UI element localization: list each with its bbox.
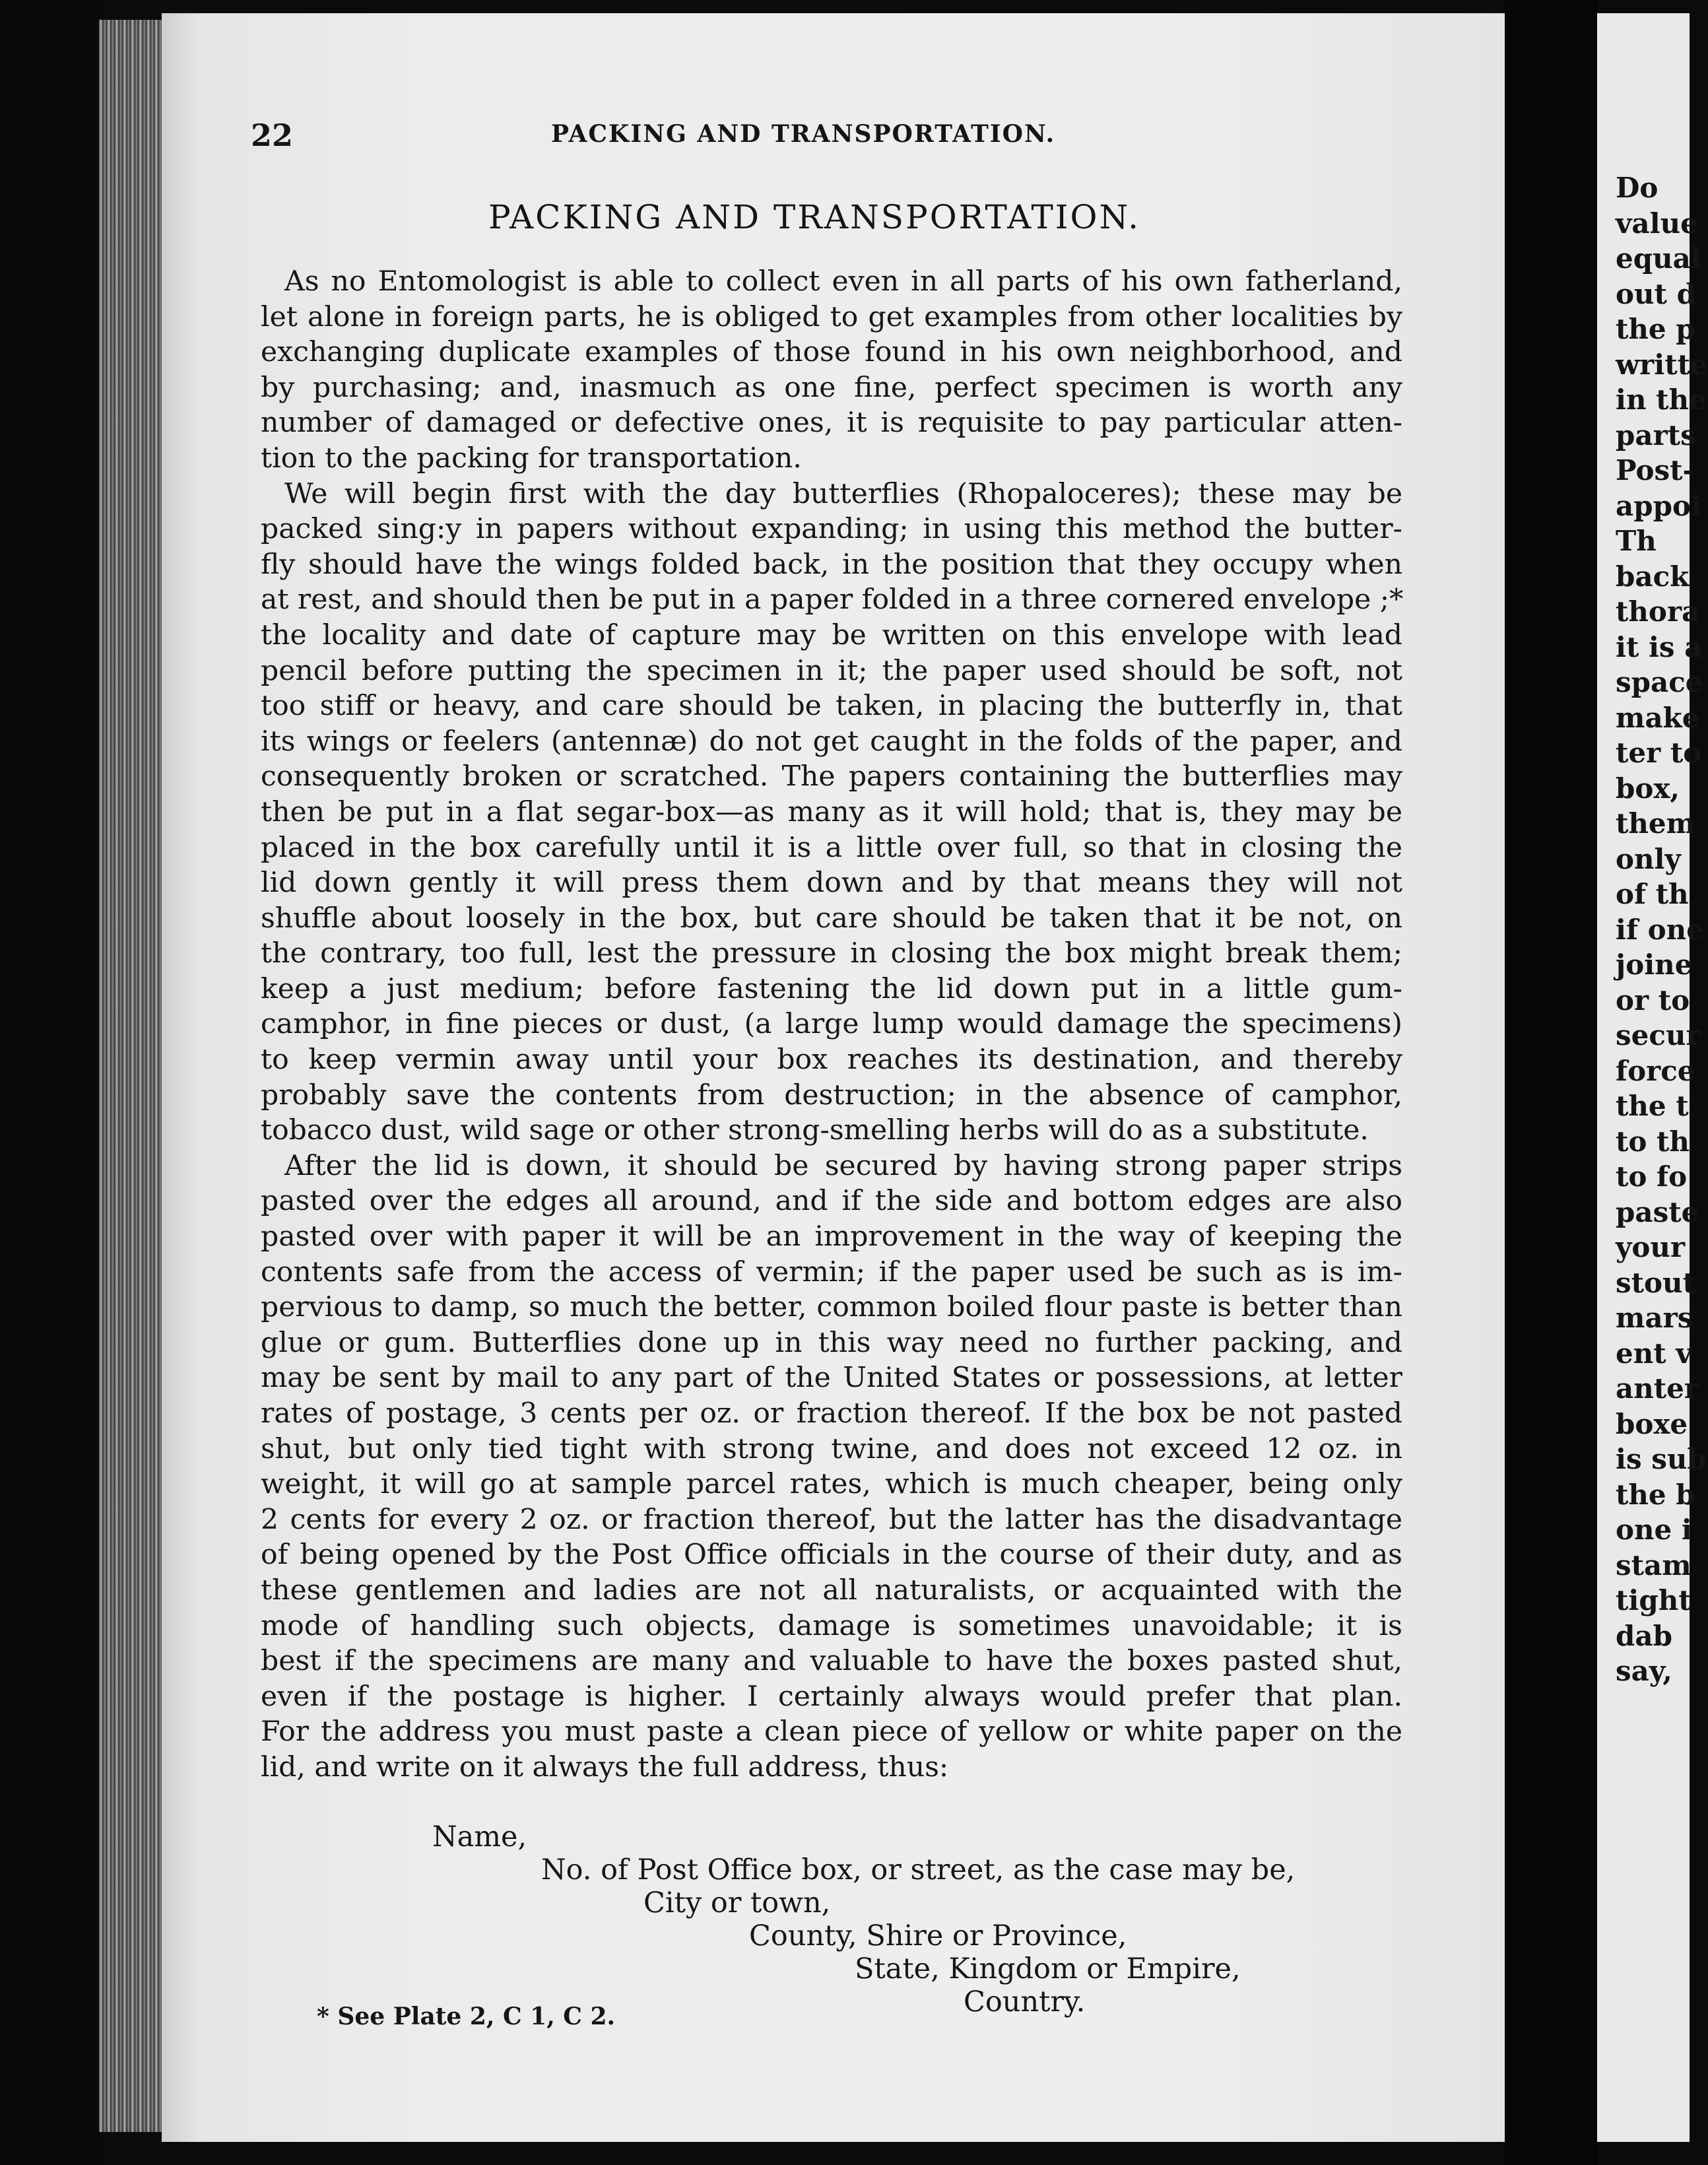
next-page-line: of th <box>1616 878 1689 910</box>
next-page-line: to fo <box>1616 1160 1688 1193</box>
next-page-line: your <box>1616 1231 1686 1263</box>
text-line: let alone in foreign parts, he is obliged to get examples from other localities by <box>261 300 1402 333</box>
next-page-line: joine <box>1616 949 1693 981</box>
next-page-line: the b <box>1616 1478 1695 1511</box>
text-line: then be put in a flat segar-box—as many as it will hold; that is, they may be <box>261 795 1402 828</box>
text-line: exchanging duplicate examples of those found in his own neighborhood, and <box>261 336 1402 369</box>
next-page-line: out d <box>1616 277 1696 310</box>
text-line: at rest, and should then be put in a paper folded in a three cornered envelope ;* <box>261 583 1404 616</box>
text-line: even if the postage is higher. I certainly always would prefer that plan. <box>261 1680 1402 1713</box>
footnote: * See Plate 2, C 1, C 2. <box>317 2003 616 2030</box>
text-line: camphor, in fine pieces or dust, (a large lump would damage the specimens) <box>261 1008 1402 1041</box>
text-line: may be sent by mail to any part of the United States or possessions, at letter <box>261 1362 1402 1395</box>
text-line: shut, but only tied tight with strong twine, and does not exceed 12 oz. in <box>261 1432 1402 1465</box>
next-page-line: mars <box>1616 1302 1693 1334</box>
text-line: We will begin first with the day butterflies (Rhopaloceres); these may be <box>284 477 1402 510</box>
next-page-line: value <box>1616 207 1698 240</box>
next-page-line: boxe <box>1616 1407 1688 1440</box>
next-page-line: paste <box>1616 1195 1699 1228</box>
text-line: glue or gum. Butterflies done up in this way need no further packing, and <box>261 1326 1402 1359</box>
text-line: the locality and date of capture may be written on this envelope with lead <box>261 618 1402 651</box>
book-gutter <box>1505 0 1597 2165</box>
scan-left-margin <box>0 0 99 2165</box>
text-line: to keep vermin away until your box reaches its destination, and thereby <box>261 1044 1402 1077</box>
running-head <box>251 117 1439 164</box>
paragraph <box>261 1149 1402 1785</box>
text-line: tobacco dust, wild sage or other strong-smelling herbs will do as a substitute. <box>261 1114 1369 1147</box>
text-line: by purchasing; and, inasmuch as one fine, perfect specimen is worth any <box>261 371 1402 404</box>
text-line: the contrary, too full, lest the pressure in closing the box might break them; <box>261 937 1402 970</box>
address-line: No. of Post Office box, or street, as the case may be, <box>541 1853 1296 1886</box>
next-page-line: box, <box>1616 772 1680 805</box>
text-line: pencil before putting the specimen in it; the paper used should be soft, not <box>261 654 1402 687</box>
next-page-line: in the <box>1616 383 1707 416</box>
text-line: too stiff or heavy, and care should be taken, in placing the butterfly in, that <box>261 690 1402 723</box>
text-line: fly should have the wings folded back, in the position that they occupy when <box>261 548 1402 581</box>
next-page-line: only <box>1616 842 1681 875</box>
text-line: pasted over the edges all around, and if the side and bottom edges are also <box>261 1185 1402 1218</box>
text-line: pervious to damp, so much the better, common boiled flour paste is better than <box>261 1291 1402 1324</box>
next-page-line: the p <box>1616 313 1695 345</box>
text-line: For the address you must paste a clean piece of yellow or white paper on the <box>261 1715 1402 1749</box>
next-page-line: Do <box>1616 172 1659 204</box>
text-line: number of damaged or defective ones, it is requisite to pay particular atten- <box>261 407 1402 440</box>
text-line: As no Entomologist is able to collect even in all parts of his own fatherland, <box>284 265 1402 298</box>
text-line: lid, and write on it always the full address, thus: <box>261 1750 949 1783</box>
text-line: shuffle about loosely in the box, but care should be taken that it be not, on <box>261 902 1402 935</box>
paragraph <box>261 264 1402 477</box>
next-page-line: make <box>1616 701 1700 734</box>
next-page-line: force <box>1616 1054 1695 1087</box>
paragraph <box>261 477 1402 1149</box>
text-line: pasted over with paper it will be an improvement in the way of keeping the <box>261 1220 1402 1253</box>
text-line: mode of handling such objects, damage is sometimes unavoidable; it is <box>261 1609 1402 1642</box>
next-page-line: Th <box>1616 525 1657 557</box>
next-page-line: it is a <box>1616 630 1703 663</box>
next-page-line: parts <box>1616 418 1696 451</box>
text-line: contents safe from the access of vermin; if the paper used be such as is im- <box>261 1255 1402 1288</box>
text-line: probably save the contents from destruction; in the absence of camphor, <box>261 1079 1402 1112</box>
book-page-edge <box>99 20 165 2132</box>
next-page-line: tight <box>1616 1584 1692 1616</box>
text-line: of being opened by the Post Office officials in the course of their duty, and as <box>261 1539 1402 1572</box>
next-page-line: is sub <box>1616 1443 1707 1475</box>
next-page-line: the t <box>1616 1090 1689 1122</box>
text-line: placed in the box carefully until it is a little over full, so that in closing the <box>261 831 1402 864</box>
next-page-line: writte <box>1616 348 1708 381</box>
text-line: tion to the packing for transportation. <box>261 442 802 475</box>
next-page-line: anter <box>1616 1372 1699 1405</box>
text-line: After the lid is down, it should be secured by having strong paper strips <box>284 1149 1402 1182</box>
text-line: rates of postage, 3 cents per oz. or fraction thereof. If the box be not pasted <box>261 1397 1402 1430</box>
next-page-line: stam <box>1616 1549 1692 1582</box>
next-page-line: ter to <box>1616 737 1702 769</box>
next-page-line: to th <box>1616 1125 1690 1158</box>
text-line: consequently broken or scratched. The papers containing the butterflies may <box>261 760 1402 793</box>
body-text <box>261 264 1402 1785</box>
text-line: these gentlemen and ladies are not all naturalists, or acquainted with the <box>261 1574 1402 1607</box>
next-page-line: them <box>1616 807 1696 840</box>
address-line: City or town, <box>643 1886 831 1919</box>
text-line: 2 cents for every 2 oz. or fraction thereof, but the latter has the disadvantage <box>261 1503 1402 1536</box>
address-line: County, Shire or Province, <box>749 1919 1127 1952</box>
text-line: packed sing:y in papers without expanding; in using this method the butter- <box>261 513 1402 546</box>
text-line: keep a just medium; before fastening the lid down put in a little gum- <box>261 972 1402 1005</box>
next-page-line: ent v <box>1616 1337 1692 1370</box>
text-line: best if the specimens are many and valuable to have the boxes pasted shut, <box>261 1645 1402 1678</box>
next-page-fragment <box>1597 13 1708 2142</box>
next-page-line: dab <box>1616 1619 1672 1652</box>
text-line: weight, it will go at sample parcel rates, which is much cheaper, being only <box>261 1468 1402 1501</box>
address-line: Country. <box>964 1985 1086 2018</box>
next-page-line: appoi <box>1616 489 1701 522</box>
next-page-line: thora <box>1616 595 1700 628</box>
next-page-line: if one <box>1616 913 1704 946</box>
address-line: Name, <box>432 1820 527 1853</box>
text-line: lid down gently it will press them down and by that means they will not <box>261 867 1402 900</box>
next-page-line: or to <box>1616 983 1690 1016</box>
page-number: 22 <box>251 117 294 153</box>
next-page-line: space <box>1616 666 1703 698</box>
chapter-title: PACKING AND TRANSPORTATION. <box>488 198 1140 236</box>
text-line: its wings or feelers (antennæ) do not get caught in the folds of the paper, and <box>261 725 1402 758</box>
running-title: PACKING AND TRANSPORTATION. <box>551 120 1056 148</box>
next-page-line: one i <box>1616 1514 1692 1546</box>
next-page-line: secur <box>1616 1019 1701 1051</box>
next-page-line: equal <box>1616 242 1701 275</box>
next-page-line: stout <box>1616 1266 1695 1299</box>
next-page-line: back <box>1616 560 1690 593</box>
next-page-line: Post- <box>1616 454 1694 486</box>
next-page-line: say, <box>1616 1655 1672 1687</box>
address-line: State, Kingdom or Empire, <box>855 1952 1241 1985</box>
